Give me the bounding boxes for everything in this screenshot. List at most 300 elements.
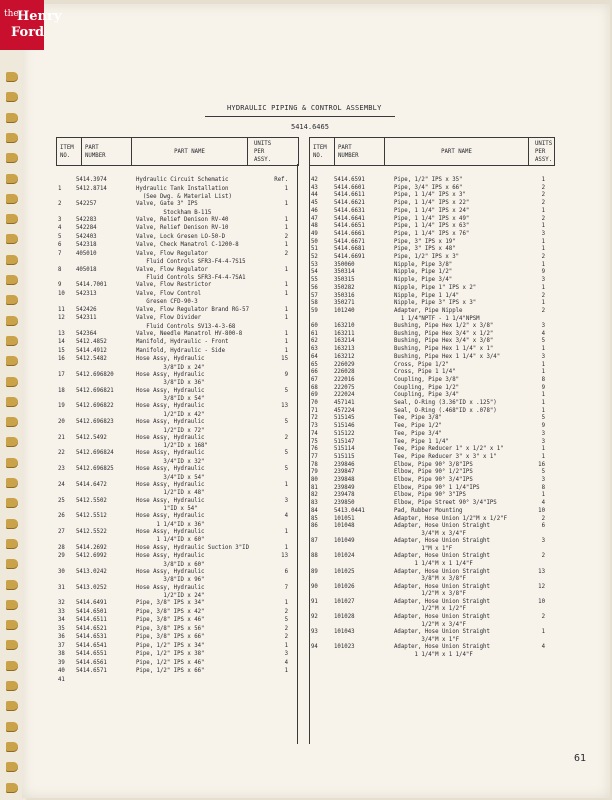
units-per-assy: 3	[284, 651, 288, 658]
part-name: Fluid Controls SFR3-F4-4-7SA1	[136, 275, 246, 282]
part-name: Pipe, 1/2" IPS x 66"	[136, 668, 205, 675]
binder-ring	[6, 92, 18, 101]
item-number: 39	[58, 659, 65, 666]
part-number: 222016	[334, 376, 355, 383]
part-name: Hose Assy, Hydraulic	[136, 528, 205, 535]
units-per-assy: 1	[541, 492, 545, 499]
units-per-assy: 1	[541, 223, 545, 230]
part-name: Valve, Flow Restrictor	[136, 282, 212, 289]
parts-row	[58, 498, 296, 506]
units-per-assy: 1	[284, 216, 288, 223]
units-per-assy: 5	[284, 617, 288, 624]
parts-row	[58, 282, 296, 290]
document-title: HYDRAULIC PIPING & CONTROL ASSEMBLY	[227, 104, 382, 112]
part-name: Adapter, Hose Union Straight	[394, 598, 490, 605]
part-number: 5412.696822	[76, 403, 114, 410]
item-number: 49	[311, 230, 318, 237]
part-name: Valve, Flow Regulator Brand RG-57	[136, 306, 249, 313]
item-number: 26	[58, 513, 65, 520]
part-number: 5414.6491	[76, 600, 107, 607]
item-number: 53	[311, 261, 318, 268]
item-number: 18	[58, 387, 65, 394]
part-name: Adapter, Pipe Nipple	[394, 307, 463, 314]
part-name: Pipe, 1/2" IPS x 34"	[136, 642, 205, 649]
item-number: 12	[58, 315, 65, 321]
left-table-right-border	[297, 164, 298, 744]
item-number: 32	[58, 600, 65, 607]
parts-row	[58, 643, 296, 651]
item-number: 58	[311, 300, 318, 307]
units-per-assy: 1	[541, 238, 545, 245]
part-number: 163214	[334, 338, 355, 345]
item-number: 80	[311, 477, 318, 483]
part-number: 5414.6551	[76, 651, 107, 658]
binder-ring	[6, 214, 18, 223]
binder-ring	[6, 417, 18, 426]
part-name: Adapter, Hose Union Straight	[394, 523, 490, 530]
units-per-assy: 1	[541, 261, 545, 268]
units-per-assy: 5	[541, 469, 545, 476]
parts-row	[58, 201, 296, 209]
part-number: 5412.5512	[76, 513, 107, 520]
part-name: 3/8"ID x 60"	[136, 561, 205, 568]
part-name: Tee, Pipe 3/4"	[394, 430, 442, 437]
item-number: 38	[58, 651, 65, 658]
units-per-assy: 2	[541, 200, 545, 207]
part-number: 5414.6651	[334, 223, 365, 230]
part-name: Valve, Lock Gresen LO-50-D	[136, 233, 226, 240]
units-per-assy: 7	[284, 584, 288, 591]
units-per-assy: 1	[284, 544, 288, 551]
part-name: Pipe, 3/8" IPS x 66"	[136, 634, 205, 641]
item-number: 14	[58, 339, 65, 346]
header-part-name: PART NAME	[132, 138, 248, 165]
item-number: 48	[311, 223, 318, 230]
units-per-assy: 1	[541, 453, 545, 460]
item-number: 91	[311, 598, 318, 605]
part-number: 457224	[334, 407, 355, 414]
part-name: Elbow, Pipe 90° 3"IPS	[394, 492, 466, 499]
part-number: 163210	[334, 323, 355, 329]
part-number: 5412.6992	[76, 553, 107, 560]
item-number: 36	[58, 634, 65, 641]
part-number: 5414.6601	[334, 184, 365, 191]
binder-ring	[6, 519, 18, 528]
part-name: Valve, Relief Denison RV-40	[136, 216, 229, 223]
item-number: 75	[311, 438, 318, 445]
part-number: 101023	[334, 644, 355, 650]
part-number: 5414.6531	[76, 634, 107, 641]
units-per-assy: 1	[541, 628, 545, 635]
binder-ring	[6, 762, 18, 771]
part-number: 5414.2692	[76, 544, 107, 551]
units-per-assy: 5	[541, 338, 545, 345]
part-name: Pipe, 1/2" IPS x 35"	[394, 177, 463, 183]
item-number: 83	[311, 500, 318, 507]
part-name: Tee, Pipe 1/2"	[394, 423, 442, 430]
units-per-assy: 10	[538, 507, 545, 514]
units-per-assy: 2	[541, 307, 545, 314]
part-name: Hose Assy, Hydraulic	[136, 403, 205, 410]
part-name: 1 1/4"NPTF - 1 1/4"NPSM	[394, 315, 480, 322]
part-name: Adapter, Hose Union Straight	[394, 613, 490, 620]
item-number: 7	[58, 250, 62, 257]
part-name: Manifold, Hydraulic - Side	[136, 347, 226, 354]
units-per-assy: 1	[541, 346, 545, 353]
part-name: 3/8"ID x 36"	[136, 380, 205, 387]
part-number: 239850	[334, 500, 355, 507]
item-number: 6	[58, 242, 62, 249]
part-number: 222075	[334, 384, 355, 391]
units-per-assy: 2	[284, 634, 288, 641]
binder-ring	[6, 153, 18, 162]
units-per-assy: 3	[541, 277, 545, 284]
part-name: 1 1/4"ID x 36"	[136, 521, 205, 528]
part-name: 1 1/4"M x 1 1/4"F	[394, 561, 473, 568]
item-number: 41	[58, 676, 65, 683]
part-name: Hose Assy, Hydraulic Suction 3"ID	[136, 544, 249, 551]
units-per-assy: 5	[541, 415, 545, 422]
part-name: 3/4"ID x 54"	[136, 474, 205, 481]
item-number: 52	[311, 254, 318, 260]
part-number: 515122	[334, 430, 355, 437]
units-per-assy: 1	[541, 284, 545, 291]
item-number: 11	[58, 306, 65, 313]
part-number: 542426	[76, 306, 97, 313]
part-name: Hose Assy, Hydraulic	[136, 356, 205, 363]
part-number: 239478	[334, 492, 355, 499]
title-underline	[205, 116, 395, 117]
binder-ring	[6, 72, 18, 81]
item-number: 35	[58, 625, 65, 632]
parts-row	[58, 651, 296, 659]
part-name: Adapter, Hose Union Straight	[394, 538, 490, 545]
item-number: 1	[58, 185, 62, 192]
part-name: Tee, Pipe 1 1/4"	[394, 438, 449, 445]
parts-row	[58, 435, 296, 443]
part-number: 226028	[334, 369, 355, 376]
units-per-assy: 15	[281, 356, 288, 363]
item-number: 23	[58, 466, 65, 473]
part-number: 5414.6641	[334, 215, 365, 222]
part-name: Stockham B-115	[136, 209, 212, 216]
units-per-assy: 13	[538, 568, 545, 575]
part-name: Pipe, 1/2" IPS x 38"	[136, 651, 205, 658]
item-number: 57	[311, 292, 318, 299]
item-number: 24	[58, 481, 65, 488]
binder-ring	[6, 559, 18, 568]
henry-ford-logo	[0, 0, 62, 50]
binder-ring	[6, 681, 18, 690]
parts-row	[58, 356, 296, 364]
part-number: 5412.696823	[76, 419, 114, 425]
item-number: 47	[311, 215, 318, 222]
units-per-assy: 1	[541, 207, 545, 214]
item-number: 73	[311, 423, 318, 430]
units-per-assy: 1	[284, 642, 288, 649]
part-name: Pipe, 3/8" IPS x 46"	[136, 617, 205, 624]
parts-row	[58, 217, 296, 225]
units-per-assy: 13	[281, 403, 288, 410]
part-name: Seal, O-Ring (.468"ID x .078")	[394, 407, 497, 414]
units-per-assy: 3	[541, 477, 545, 483]
part-name: Pipe, 1 1/4" IPS x 63"	[394, 223, 470, 230]
binder-ring	[6, 783, 18, 792]
units-per-assy: 8	[541, 484, 545, 491]
item-number: 44	[311, 192, 318, 199]
item-number: 22	[58, 450, 65, 457]
part-name: Bushing, Pipe Hex 3/4" x 1/2"	[394, 330, 494, 337]
units-per-assy: 1	[284, 339, 288, 346]
part-name: Tee, Pipe Reducer 3" x 3" x 1"	[394, 453, 497, 460]
binder-ring	[6, 255, 18, 264]
part-name: Hose Assy, Hydraulic	[136, 497, 205, 504]
part-number: 5414.6501	[76, 608, 107, 615]
part-name: 1 1/4"ID x 60"	[136, 537, 205, 544]
item-number: 66	[311, 369, 318, 376]
part-name: Pad, Rubber Mounting	[394, 507, 463, 514]
part-name: 1/2"ID x 24"	[136, 593, 205, 599]
part-name: Hose Assy, Hydraulic	[136, 371, 205, 378]
part-name: Pipe, 1 1/4" IPS x 3"	[394, 192, 466, 199]
item-number: 79	[311, 469, 318, 476]
units-per-assy: 3	[541, 230, 545, 237]
units-per-assy: 5	[284, 387, 288, 394]
item-number: 89	[311, 568, 318, 575]
item-number: 60	[311, 323, 318, 329]
item-number: 69	[311, 392, 318, 399]
parts-row	[58, 372, 296, 380]
parts-row	[311, 652, 551, 660]
parts-row	[58, 225, 296, 233]
part-number: 515114	[334, 446, 355, 453]
units-per-assy: 1	[284, 306, 288, 313]
item-number: 81	[311, 484, 318, 491]
part-name: Hydraulic Tank Installation	[136, 185, 229, 192]
item-number: 4	[58, 225, 62, 232]
parts-row	[58, 668, 296, 676]
part-number: 101043	[334, 628, 355, 635]
parts-row	[58, 234, 296, 242]
parts-row	[58, 466, 296, 474]
part-name: Pipe, 1 1/4" IPS x 22"	[394, 200, 470, 207]
item-number: 43	[311, 184, 318, 191]
units-per-assy: 4	[284, 659, 288, 666]
units-per-assy: 1	[541, 407, 545, 414]
item-number: 15	[58, 347, 65, 354]
units-per-assy: 9	[284, 371, 288, 378]
units-per-assy: 5	[284, 450, 288, 457]
item-number: 25	[58, 497, 65, 504]
binder-ring	[6, 295, 18, 304]
part-number: 101240	[334, 307, 355, 314]
parts-row	[58, 251, 296, 259]
part-name: 3/4"M x 3/4"F	[394, 530, 466, 537]
logo-word-ford: Ford	[11, 25, 45, 40]
part-number: 350314	[334, 269, 355, 276]
part-number: 101026	[334, 583, 355, 590]
part-number: 350282	[334, 284, 355, 291]
units-per-assy: 16	[538, 461, 545, 468]
item-number: 30	[58, 568, 65, 575]
part-name: (See Dwg. & Material List)	[136, 194, 232, 200]
units-per-assy: 1	[284, 225, 288, 232]
part-name: Valve, Needle Manatrol HV-800-8	[136, 330, 243, 337]
units-per-assy: 13	[281, 553, 288, 560]
item-number: 84	[311, 507, 318, 514]
units-per-assy: 2	[284, 233, 288, 240]
part-name: 1/2"ID x 48"	[136, 490, 205, 497]
item-number: 62	[311, 338, 318, 345]
item-number: 59	[311, 307, 318, 314]
part-number: 350271	[334, 300, 355, 307]
binder-ring	[6, 377, 18, 386]
parts-row	[58, 677, 296, 685]
item-number: 33	[58, 608, 65, 615]
part-number: 239847	[334, 469, 355, 476]
binder-ring	[6, 580, 18, 589]
part-name: Bushing, Pipe Hex 3/4" x 3/8"	[394, 338, 494, 345]
part-number: 101048	[334, 523, 355, 530]
binder-ring	[6, 316, 18, 325]
units-per-assy: 2	[541, 553, 545, 560]
units-per-assy: 4	[284, 513, 288, 520]
units-per-assy: 1	[284, 266, 288, 273]
units-per-assy: 1	[284, 201, 288, 208]
binder-ring	[6, 174, 18, 183]
binder-ring	[6, 661, 18, 670]
part-number: 542403	[76, 233, 97, 240]
part-number: 5412.696825	[76, 466, 114, 473]
parts-row	[58, 553, 296, 561]
parts-row	[58, 529, 296, 537]
item-number: 76	[311, 446, 318, 453]
parts-row	[58, 339, 296, 347]
part-number: 350315	[334, 277, 355, 284]
item-number: 72	[311, 415, 318, 422]
units-per-assy: 2	[541, 292, 545, 299]
part-name: Coupling, Pipe 3/8"	[394, 376, 460, 383]
units-per-assy: 10	[538, 598, 545, 605]
part-name: Seal, O-Ring (3.36"ID x .125")	[394, 400, 497, 406]
part-name: Pipe, 1 1/4" IPS x 24"	[394, 207, 470, 214]
part-name: Hose Assy, Hydraulic	[136, 466, 205, 473]
item-number: 87	[311, 538, 318, 545]
part-name: Pipe, 1/2" IPS x 3"	[394, 254, 460, 260]
part-name: 3/8"ID x 54"	[136, 396, 205, 403]
parts-row	[58, 545, 296, 553]
part-number: 5414.6472	[76, 481, 107, 488]
item-number: 65	[311, 361, 318, 368]
units-per-assy: 2	[541, 215, 545, 222]
part-number: 5414.6621	[334, 200, 365, 207]
item-number: 94	[311, 644, 318, 650]
parts-row	[58, 348, 296, 356]
parts-row	[58, 315, 296, 323]
header-units-per-assy: UNITS PER ASSY.	[254, 140, 272, 163]
parts-row	[58, 634, 296, 642]
item-number: 92	[311, 613, 318, 620]
units-per-assy: 6	[541, 523, 545, 530]
units-per-assy: 2	[284, 625, 288, 632]
part-number: 5414.6541	[76, 642, 107, 649]
header-part-number: PART NUMBER	[335, 138, 385, 165]
part-number: 5414.6661	[334, 230, 365, 237]
part-name: 3/4"M x 1"F	[394, 636, 460, 643]
part-number: 5414.3974	[76, 177, 107, 183]
part-number: 222024	[334, 392, 355, 399]
units-per-assy: 3	[284, 497, 288, 504]
part-name: 1/2"ID x 42"	[136, 411, 205, 418]
part-number: 542313	[76, 290, 97, 297]
item-number: 40	[58, 668, 65, 675]
part-name: Nipple, Pipe 3/8"	[394, 261, 453, 268]
units-per-assy: 1	[284, 528, 288, 535]
units-per-assy: 2	[284, 608, 288, 615]
units-per-assy: 2	[284, 250, 288, 257]
part-name: Valve, Gate 3" IPS	[136, 201, 198, 208]
units-per-assy: 3	[541, 438, 545, 445]
part-name: 1/2"ID x 168"	[136, 443, 208, 450]
binder-ring	[6, 498, 18, 507]
part-number: 101049	[334, 538, 355, 545]
part-number: 542284	[76, 225, 97, 232]
item-number: 17	[58, 371, 65, 378]
part-number: 515146	[334, 423, 355, 430]
item-number: 63	[311, 346, 318, 353]
header-part-number: PART NUMBER	[82, 138, 132, 165]
item-number: 55	[311, 277, 318, 284]
parts-row	[58, 419, 296, 427]
part-name: 3/8"ID x 24"	[136, 364, 205, 371]
part-number: 163213	[334, 346, 355, 353]
units-per-assy: 1	[284, 242, 288, 249]
units-per-assy: 4	[541, 330, 545, 337]
part-name: Manifold, Hydraulic - Front	[136, 339, 229, 346]
units-per-assy: 2	[284, 434, 288, 441]
part-name: Adapter, Hose Union Straight	[394, 628, 490, 635]
part-name: 1"M x 1"F	[394, 546, 453, 552]
parts-row	[58, 482, 296, 490]
part-name: Bushing, Pipe Hex 1/2" x 3/8"	[394, 323, 494, 329]
binder-ring	[6, 113, 18, 122]
part-number: 5412.5502	[76, 497, 107, 504]
units-per-assy: 2	[541, 184, 545, 191]
part-number: 5412.696824	[76, 450, 114, 457]
part-number: 226029	[334, 361, 355, 368]
item-number: 74	[311, 430, 318, 437]
left-table-header	[56, 137, 299, 166]
units-per-assy: 1	[284, 185, 288, 192]
item-number: 3	[58, 216, 62, 223]
units-per-assy: 4	[541, 644, 545, 650]
units-per-assy: 1	[284, 330, 288, 337]
part-name: Pipe, 1/2" IPS x 46"	[136, 659, 205, 666]
binder-ring	[6, 539, 18, 548]
part-number: 5414.7001	[76, 282, 107, 289]
part-number: 5414.6611	[334, 192, 365, 199]
units-per-assy: 1	[284, 315, 288, 321]
units-per-assy: 9	[541, 384, 545, 391]
item-number: 64	[311, 353, 318, 360]
part-name: Hose Assy, Hydraulic	[136, 387, 205, 394]
part-name: Valve, Flow Regulator	[136, 250, 208, 257]
binder-ring	[6, 478, 18, 487]
item-number: 8	[58, 266, 62, 273]
part-name: Cross, Pipe 1 1/4"	[394, 369, 456, 376]
units-per-assy: 3	[541, 323, 545, 329]
units-per-assy: 2	[541, 613, 545, 620]
